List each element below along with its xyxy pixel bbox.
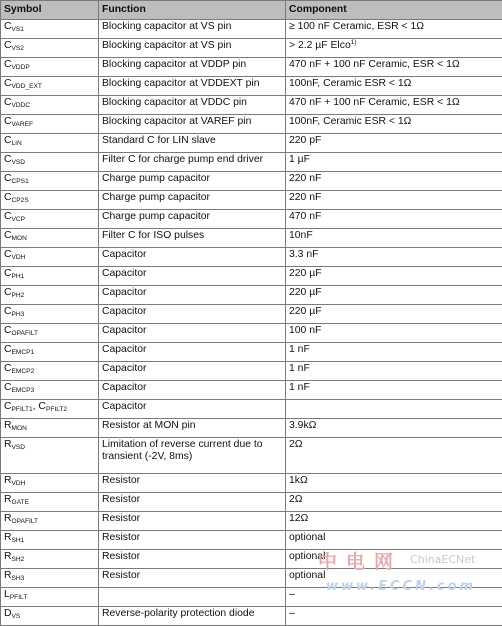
component-value: 220 nF xyxy=(289,192,321,203)
symbol-letter: R xyxy=(4,494,12,505)
symbol-subscript: VDH xyxy=(12,480,26,487)
function-cell: Resistor xyxy=(99,569,286,588)
table-row xyxy=(1,588,502,607)
component-cell xyxy=(286,493,502,512)
function-cell: Blocking capacitor at VDDC pin xyxy=(99,96,286,115)
table-row xyxy=(1,96,502,115)
symbol-subscript: EMCP1 xyxy=(12,349,35,356)
table-row xyxy=(1,267,502,286)
function-cell: Resistor xyxy=(99,550,286,569)
symbol-cell xyxy=(1,324,99,343)
symbol-subscript: VDD_EXT xyxy=(12,83,42,90)
symbol-subscript: EMCP3 xyxy=(12,387,35,394)
symbol-letter: C xyxy=(4,363,12,374)
component-value: ≥ 100 nF Ceramic, ESR < 1Ω xyxy=(289,21,424,32)
function-cell: Capacitor xyxy=(99,267,286,286)
component-cell xyxy=(286,588,502,607)
table-row xyxy=(1,493,502,512)
table-row xyxy=(1,362,502,381)
component-value: 100nF, Ceramic ESR < 1Ω xyxy=(289,78,411,89)
function-cell: Standard C for LIN slave xyxy=(99,134,286,153)
symbol-letter: C xyxy=(4,249,12,260)
symbol-cell xyxy=(1,512,99,531)
function-cell: Blocking capacitor at VAREF pin xyxy=(99,115,286,134)
symbol-cell xyxy=(1,474,99,493)
component-cell xyxy=(286,39,502,58)
symbol-cell xyxy=(1,172,99,191)
symbol-cell xyxy=(1,115,99,134)
symbol-letter: C xyxy=(4,230,12,241)
symbol-cell xyxy=(1,20,99,39)
table-row xyxy=(1,438,502,474)
symbol-letter: R xyxy=(4,551,12,562)
symbol-letter: C xyxy=(4,116,12,127)
table-row xyxy=(1,39,502,58)
function-cell: Blocking capacitor at VS pin xyxy=(99,39,286,58)
function-cell: Charge pump capacitor xyxy=(99,210,286,229)
symbol-letter: C xyxy=(4,21,12,32)
symbol-cell xyxy=(1,96,99,115)
function-cell: Filter C for charge pump end driver xyxy=(99,153,286,172)
table-row xyxy=(1,172,502,191)
watermark-chinese: 中电网 xyxy=(318,547,402,574)
function-cell: Blocking capacitor at VS pin xyxy=(99,20,286,39)
table-row xyxy=(1,115,502,134)
symbol-cell xyxy=(1,134,99,153)
symbol-cell xyxy=(1,210,99,229)
symbol-subscript: VAREF xyxy=(12,121,34,128)
table-row xyxy=(1,229,502,248)
component-value: 12Ω xyxy=(289,513,308,524)
symbol-subscript: PH3 xyxy=(12,311,25,318)
symbol-cell xyxy=(1,588,99,607)
symbol-cell xyxy=(1,531,99,550)
component-value: > 2.2 µF Elco xyxy=(289,40,351,51)
symbol-letter: C xyxy=(4,268,12,279)
function-cell: Capacitor xyxy=(99,324,286,343)
component-value: 220 µF xyxy=(289,268,322,279)
component-cell xyxy=(286,607,502,626)
table-row xyxy=(1,607,502,626)
symbol-cell xyxy=(1,248,99,267)
symbol-letter: C xyxy=(4,78,12,89)
component-value: 1 nF xyxy=(289,344,310,355)
component-value: – xyxy=(289,589,295,600)
component-cell xyxy=(286,362,502,381)
table-row xyxy=(1,58,502,77)
symbol-cell xyxy=(1,39,99,58)
table-row xyxy=(1,474,502,493)
component-value: 100 nF xyxy=(289,325,321,336)
symbol-letter: C xyxy=(4,40,12,51)
component-cell xyxy=(286,438,502,474)
symbol-subscript: GATE xyxy=(12,499,29,506)
function-cell: Resistor xyxy=(99,474,286,493)
component-cell xyxy=(286,324,502,343)
component-cell xyxy=(286,96,502,115)
table-row xyxy=(1,569,502,588)
symbol-cell xyxy=(1,569,99,588)
symbol-letter: C xyxy=(4,59,12,70)
symbol-letter: C xyxy=(4,192,12,203)
symbol-letter: C xyxy=(4,401,12,412)
symbol-cell xyxy=(1,77,99,96)
component-cell xyxy=(286,419,502,438)
component-cell xyxy=(286,400,502,419)
component-value: 3.9kΩ xyxy=(289,420,316,431)
symbol-subscript: SH1 xyxy=(12,537,25,544)
component-cell xyxy=(286,286,502,305)
watermark-url: www.ECCN.com xyxy=(326,579,476,594)
component-cell xyxy=(286,58,502,77)
function-cell: Filter C for ISO pulses xyxy=(99,229,286,248)
symbol-cell xyxy=(1,153,99,172)
symbol-subscript: PH2 xyxy=(12,292,25,299)
component-cell xyxy=(286,134,502,153)
symbol-cell xyxy=(1,191,99,210)
symbol-letter: C xyxy=(4,344,12,355)
symbol-letter: R xyxy=(4,570,12,581)
table-row xyxy=(1,191,502,210)
function-cell: Blocking capacitor at VDDP pin xyxy=(99,58,286,77)
symbol-letter: C xyxy=(4,382,12,393)
component-value: 1 nF xyxy=(289,382,310,393)
symbol-cell xyxy=(1,381,99,400)
table-row xyxy=(1,343,502,362)
symbol-letter: C xyxy=(4,135,12,146)
symbol-subscript-2: PFILT2 xyxy=(46,406,67,413)
symbol-subscript: VS1 xyxy=(12,26,24,33)
watermark-english: ChinaECNet xyxy=(410,553,475,566)
component-cell xyxy=(286,115,502,134)
function-cell: Resistor xyxy=(99,493,286,512)
symbol-subscript: CP2S xyxy=(12,197,29,204)
table-body xyxy=(1,20,502,626)
table-row xyxy=(1,531,502,550)
function-cell xyxy=(99,588,286,607)
symbol-letter: D xyxy=(4,608,12,619)
symbol-cell xyxy=(1,419,99,438)
function-cell: Resistor at MON pin xyxy=(99,419,286,438)
symbol-subscript: CPS1 xyxy=(12,178,29,185)
symbol-cell xyxy=(1,607,99,626)
symbol-subscript: SH2 xyxy=(12,556,25,563)
component-value: optional xyxy=(289,570,325,581)
symbol-subscript: VS xyxy=(12,613,21,620)
component-cell xyxy=(286,153,502,172)
component-cell xyxy=(286,248,502,267)
table-row xyxy=(1,550,502,569)
symbol-subscript: LIN xyxy=(12,140,22,147)
function-cell: Capacitor xyxy=(99,343,286,362)
component-cell xyxy=(286,531,502,550)
symbol-letter: R xyxy=(4,513,12,524)
function-cell: Capacitor xyxy=(99,248,286,267)
symbol-subscript: VS2 xyxy=(12,45,24,52)
symbol-subscript: PFILT1 xyxy=(12,406,33,413)
symbol-subscript: VDDP xyxy=(12,64,30,71)
component-cell xyxy=(286,512,502,531)
component-value: 2Ω xyxy=(289,494,303,505)
symbol-letter: C xyxy=(4,211,12,222)
symbol-subscript: OPAFILT xyxy=(12,330,39,337)
symbol-subscript: VSD xyxy=(12,159,26,166)
table-row xyxy=(1,400,502,419)
table-row xyxy=(1,305,502,324)
component-value: 100nF, Ceramic ESR < 1Ω xyxy=(289,116,411,127)
table-row xyxy=(1,324,502,343)
symbol-letter-2: , C xyxy=(33,401,46,412)
table-header-row xyxy=(1,1,502,20)
component-cell xyxy=(286,20,502,39)
function-cell: Resistor xyxy=(99,512,286,531)
component-cell xyxy=(286,172,502,191)
symbol-cell xyxy=(1,267,99,286)
component-value: 1kΩ xyxy=(289,475,308,486)
symbol-subscript: MON xyxy=(12,235,27,242)
function-cell: Capacitor xyxy=(99,400,286,419)
component-value: 1 nF xyxy=(289,363,310,374)
symbol-letter: R xyxy=(4,420,12,431)
header-function: Function xyxy=(99,1,286,20)
symbol-subscript: VSD xyxy=(12,444,26,451)
component-cell xyxy=(286,381,502,400)
symbol-cell xyxy=(1,362,99,381)
symbol-subscript: MON xyxy=(12,425,27,432)
symbol-cell xyxy=(1,493,99,512)
symbol-subscript: EMCP2 xyxy=(12,368,35,375)
table-row xyxy=(1,153,502,172)
component-cell xyxy=(286,305,502,324)
component-value: 470 nF xyxy=(289,211,321,222)
symbol-letter: C xyxy=(4,97,12,108)
symbol-subscript: SH3 xyxy=(12,575,25,582)
footnote-marker: 1) xyxy=(351,39,357,46)
header-component: Component xyxy=(286,1,502,20)
table-row xyxy=(1,381,502,400)
function-cell: Resistor xyxy=(99,531,286,550)
component-value: – xyxy=(289,608,295,619)
symbol-letter: C xyxy=(4,173,12,184)
symbol-letter: R xyxy=(4,475,12,486)
symbol-subscript: OPAFILT xyxy=(12,518,39,525)
symbol-cell xyxy=(1,286,99,305)
component-value: 220 µF xyxy=(289,306,322,317)
symbol-cell xyxy=(1,343,99,362)
symbol-subscript: VDDC xyxy=(12,102,31,109)
function-cell: Capacitor xyxy=(99,286,286,305)
component-value: optional xyxy=(289,551,325,562)
function-cell: Limitation of reverse current due to transient (-2V, 8ms) xyxy=(99,438,286,474)
symbol-subscript: VCP xyxy=(12,216,26,223)
symbol-letter: L xyxy=(4,589,10,600)
function-cell: Capacitor xyxy=(99,305,286,324)
table-row xyxy=(1,512,502,531)
symbol-letter: C xyxy=(4,306,12,317)
symbol-cell xyxy=(1,400,99,419)
component-value: 3.3 nF xyxy=(289,249,318,260)
symbol-cell xyxy=(1,438,99,474)
table-row xyxy=(1,419,502,438)
component-value: 1 µF xyxy=(289,154,310,165)
component-cell xyxy=(286,77,502,96)
function-cell: Charge pump capacitor xyxy=(99,172,286,191)
component-value: 470 nF + 100 nF Ceramic, ESR < 1Ω xyxy=(289,97,460,108)
symbol-letter: R xyxy=(4,532,12,543)
table-row xyxy=(1,134,502,153)
component-cell xyxy=(286,191,502,210)
component-cell xyxy=(286,229,502,248)
component-value: 220 µF xyxy=(289,287,322,298)
symbol-cell xyxy=(1,58,99,77)
component-cell xyxy=(286,550,502,569)
component-value: 10nF xyxy=(289,230,313,241)
component-value: 2Ω xyxy=(289,439,303,450)
function-cell: Blocking capacitor at VDDEXT pin xyxy=(99,77,286,96)
component-value: 220 nF xyxy=(289,173,321,184)
table-row xyxy=(1,248,502,267)
table-row xyxy=(1,286,502,305)
symbol-cell xyxy=(1,550,99,569)
symbol-subscript: PFILT xyxy=(10,594,27,601)
symbol-letter: C xyxy=(4,287,12,298)
function-cell: Capacitor xyxy=(99,381,286,400)
function-cell: Reverse-polarity protection diode xyxy=(99,607,286,626)
symbol-letter: C xyxy=(4,325,12,336)
component-cell xyxy=(286,210,502,229)
symbol-subscript: VDH xyxy=(12,254,26,261)
symbol-cell xyxy=(1,229,99,248)
component-value: optional xyxy=(289,532,325,543)
component-cell xyxy=(286,474,502,493)
symbol-cell xyxy=(1,305,99,324)
component-cell xyxy=(286,343,502,362)
table-row xyxy=(1,77,502,96)
component-value: 470 nF + 100 nF Ceramic, ESR < 1Ω xyxy=(289,59,460,70)
symbol-letter: R xyxy=(4,439,12,450)
function-cell: Charge pump capacitor xyxy=(99,191,286,210)
table-row xyxy=(1,20,502,39)
function-cell: Capacitor xyxy=(99,362,286,381)
header-symbol: Symbol xyxy=(1,1,99,20)
symbol-letter: C xyxy=(4,154,12,165)
table-row xyxy=(1,210,502,229)
component-cell xyxy=(286,569,502,588)
component-value: 220 pF xyxy=(289,135,321,146)
component-cell xyxy=(286,267,502,286)
symbol-subscript: PH1 xyxy=(12,273,25,280)
